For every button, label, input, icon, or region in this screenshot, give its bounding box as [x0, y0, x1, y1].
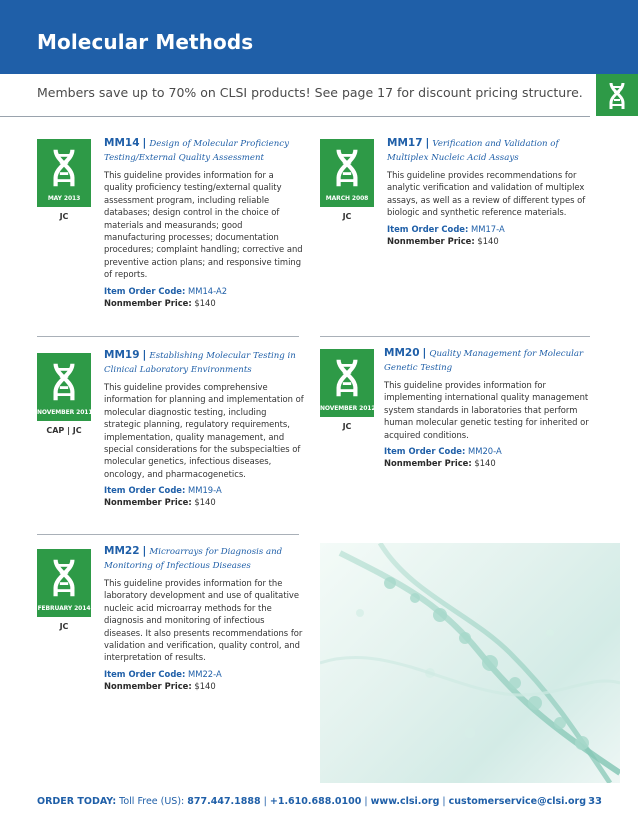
product-entry-mm17 — [387, 137, 587, 247]
dna-icon — [50, 147, 78, 189]
section-divider — [37, 534, 299, 535]
product-title[interactable]: MM14 | Design of Molecular Proficiency Testing/External Quality Assessment — [104, 137, 289, 163]
dna-badge — [320, 139, 374, 207]
badge-date: MARCH 2008 — [325, 195, 369, 202]
toll-free-label: Toll Free (US): — [119, 796, 185, 807]
badge-label: CAP | JC — [46, 426, 82, 435]
product-title[interactable]: MM19 | Establishing Molecular Testing in Clinical Laboratory Environments — [104, 349, 296, 375]
footer-contact: ORDER TODAY: Toll Free (US): 877.447.1888 | +1.610.688.0100 | www.clsi.org | customerservice@clsi.org 33 — [37, 796, 602, 807]
header-divider — [0, 116, 590, 117]
nonmember-price: Nonmember Price: $140 — [104, 297, 216, 308]
badge-date: NOVEMBER 2011 — [37, 409, 93, 416]
order-today-label: ORDER TODAY: — [37, 796, 117, 807]
badge-label: JC — [342, 212, 352, 221]
toll-free-number[interactable]: 877.447.1888 — [187, 796, 261, 807]
badge-date: NOVEMBER 2012 — [320, 405, 376, 412]
nonmember-price: Nonmember Price: $140 — [104, 680, 216, 691]
email-link[interactable]: customerservice@clsi.org — [448, 796, 587, 807]
product-description: This guideline provides information for a quality proficiency testing/external quality assessment program, including reliable databases; design control in the choice of materials and measurands; good manufacturing processes; documentation procedures; complaint handling; corrective and preventive action plans; and responsive timing of reports. — [104, 170, 303, 280]
item-order-code: Item Order Code: MM19-A — [104, 485, 222, 496]
product-entry-mm22 — [104, 545, 304, 692]
badge-label: JC — [342, 422, 352, 431]
section-divider — [37, 336, 299, 337]
dna-helix-illustration — [320, 543, 620, 783]
dna-badge — [37, 139, 91, 207]
product-title[interactable]: MM20 | Quality Management for Molecular Genetic Testing — [384, 347, 584, 373]
badge-date: FEBRUARY 2014 — [37, 605, 91, 612]
item-order-code: Item Order Code: MM14-A2 — [104, 285, 228, 296]
dna-icon — [596, 74, 638, 116]
phone-number[interactable]: +1.610.688.0100 — [269, 796, 362, 807]
dna-icon — [50, 557, 78, 599]
nonmember-price: Nonmember Price: $140 — [387, 235, 499, 246]
badge-label: JC — [59, 212, 69, 221]
item-order-code: Item Order Code: MM20-A — [384, 446, 502, 457]
product-description: This guideline provides recommendations for analytic verification and validation of multiplex assays, as well as a review of different types of biologic and synthetic reference materials. — [387, 170, 586, 218]
dna-badge — [37, 549, 91, 617]
section-divider — [320, 336, 590, 337]
badge-date: MAY 2013 — [47, 195, 81, 202]
website-link[interactable]: www.clsi.org — [370, 796, 440, 807]
item-order-code: Item Order Code: MM22-A — [104, 668, 222, 679]
item-order-code: Item Order Code: MM17-A — [387, 223, 505, 234]
badge-label: JC — [59, 622, 69, 631]
page-title: Molecular Methods — [37, 30, 254, 54]
page-number: 33 — [588, 796, 602, 807]
section-header — [0, 0, 638, 74]
product-entry-mm14 — [104, 137, 304, 309]
product-title[interactable]: MM17 | Verification and Validation of Multiplex Nucleic Acid Assays — [387, 137, 559, 163]
dna-badge — [320, 349, 374, 417]
product-title[interactable]: MM22 | Microarrays for Diagnosis and Monitoring of Infectious Diseases — [104, 545, 283, 571]
product-entry-mm19 — [104, 349, 304, 508]
product-description: This guideline provides information for the laboratory development and use of qualitative nucleic acid microarray methods for the diagnosis and monitoring of infectious diseases. It also presents recommendations for validation and verification, quality control, and interpretation of results. — [104, 578, 303, 663]
dna-icon — [333, 357, 361, 399]
nonmember-price: Nonmember Price: $140 — [384, 458, 496, 469]
dna-icon — [50, 361, 78, 403]
product-entry-mm20 — [384, 347, 589, 469]
product-description: This guideline provides comprehensive information for planning and implementation of molecular diagnostic testing, including strategic planning, regulatory requirements, implementation, quality management, and special considerations for the subspecialties of molecular genetics, infectious diseases, oncology, and pharmacogenetics. — [104, 382, 304, 479]
product-description: This guideline provides information for implementing international quality management system standards in laboratories that perform human molecular genetic testing for inherited or acquired conditions. — [384, 380, 589, 440]
member-savings-tagline: Members save up to 70% on CLSI products! See page 17 for discount pricing structure. — [37, 85, 583, 100]
dna-icon — [333, 147, 361, 189]
nonmember-price: Nonmember Price: $140 — [104, 497, 216, 508]
dna-badge — [37, 353, 91, 421]
